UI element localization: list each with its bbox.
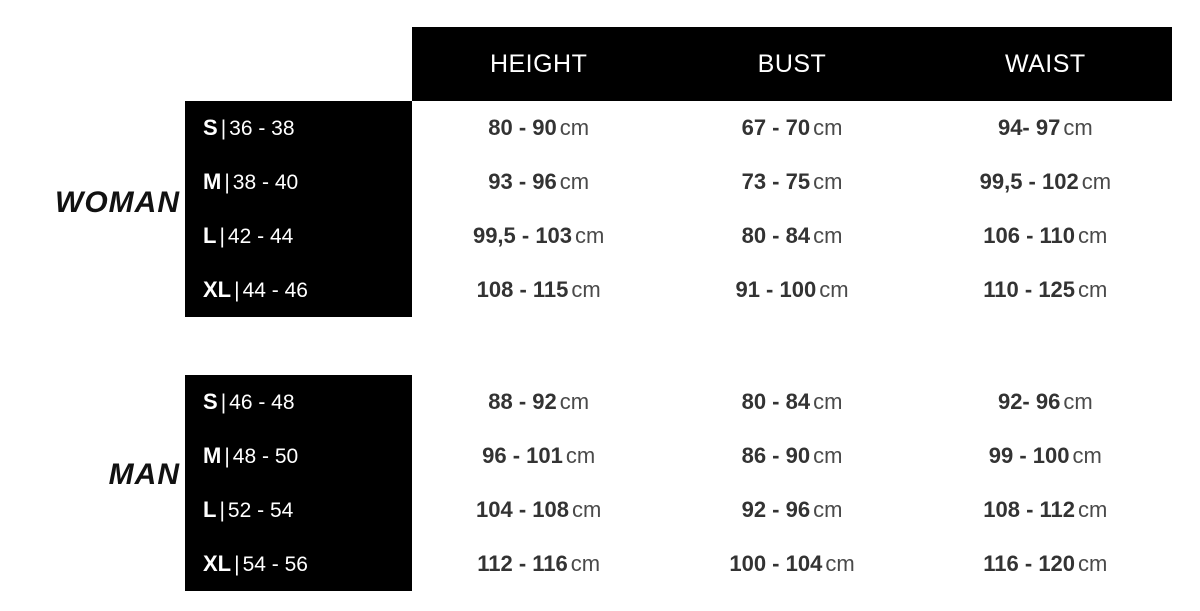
value: 80 - 84	[741, 223, 811, 248]
cell-bust	[665, 223, 918, 249]
unit: cm	[813, 389, 843, 414]
cell-waist	[919, 223, 1172, 249]
size-code: S	[203, 389, 218, 414]
unit: cm	[575, 223, 605, 248]
column-header-waist: WAIST	[1004, 49, 1086, 78]
cell-bust	[665, 497, 918, 523]
size-separator: |	[219, 499, 225, 522]
value: 108 - 115	[476, 277, 569, 302]
cell-height	[412, 443, 665, 469]
unit: cm	[565, 443, 596, 468]
size-eu: 36 - 38	[229, 117, 295, 140]
value: 88 - 92	[488, 389, 557, 414]
size-separator: |	[224, 445, 230, 468]
table-row	[185, 263, 1172, 317]
cell-bust	[665, 277, 918, 303]
unit: cm	[1078, 277, 1108, 302]
cell-waist	[919, 389, 1172, 415]
size-eu: 38 - 40	[232, 171, 299, 194]
cell-waist	[919, 443, 1172, 469]
cell-height	[412, 277, 665, 303]
size-code: L	[203, 223, 217, 248]
cell-waist	[919, 277, 1172, 303]
size-separator: |	[220, 391, 227, 414]
unit: cm	[1081, 169, 1112, 194]
value: 86 - 90	[741, 443, 811, 468]
size-code: M	[203, 443, 222, 468]
cell-height	[412, 551, 665, 577]
table-row	[185, 101, 1172, 155]
value: 73 - 75	[741, 169, 811, 194]
value: 108 - 112	[983, 497, 1076, 522]
cell-height	[412, 115, 665, 141]
column-header-row	[412, 27, 1172, 101]
size-code: XL	[203, 551, 232, 576]
size-code: S	[203, 115, 218, 140]
value: 67 - 70	[741, 115, 811, 140]
unit: cm	[813, 443, 843, 468]
size-eu: 52 - 54	[227, 499, 294, 522]
group-label-woman: WOMAN	[55, 186, 180, 219]
cell-waist	[919, 169, 1172, 195]
value: 93 - 96	[488, 169, 557, 194]
unit: cm	[1063, 115, 1093, 140]
cell-size	[185, 277, 412, 303]
value: 110 - 125	[983, 277, 1076, 302]
unit: cm	[813, 115, 843, 140]
cell-height	[412, 169, 665, 195]
size-eu: 42 - 44	[227, 225, 294, 248]
size-separator: |	[219, 225, 225, 248]
cell-height	[412, 497, 665, 523]
unit: cm	[813, 223, 843, 248]
value: 100 - 104	[729, 551, 823, 576]
unit: cm	[1078, 551, 1108, 576]
cell-bust	[665, 389, 918, 415]
cell-bust	[665, 169, 918, 195]
table-row	[185, 375, 1172, 429]
cell-height	[412, 223, 665, 249]
unit: cm	[1072, 443, 1102, 468]
table-row	[185, 155, 1172, 209]
value: 92 - 96	[741, 497, 811, 522]
size-separator: |	[224, 171, 230, 194]
size-eu: 48 - 50	[232, 445, 299, 468]
cell-bust	[665, 551, 918, 577]
unit: cm	[1078, 223, 1108, 248]
cell-waist	[919, 115, 1172, 141]
cell-size	[185, 389, 412, 415]
cell-bust	[665, 115, 918, 141]
unit: cm	[570, 551, 601, 576]
size-separator: |	[220, 117, 227, 140]
size-code: XL	[203, 277, 232, 302]
value: 104 - 108	[476, 497, 569, 522]
size-code: M	[203, 169, 222, 194]
column-header-height: HEIGHT	[489, 49, 588, 78]
value: 91 - 100	[735, 277, 817, 302]
value: 99,5 - 102	[979, 169, 1079, 194]
unit: cm	[819, 277, 849, 302]
unit: cm	[571, 497, 602, 522]
value: 112 - 116	[477, 551, 568, 576]
value: 80 - 90	[488, 115, 557, 140]
unit: cm	[559, 389, 590, 414]
table-row	[185, 209, 1172, 263]
table-row	[185, 483, 1172, 537]
table-row	[185, 429, 1172, 483]
unit: cm	[813, 169, 843, 194]
size-eu: 54 - 56	[242, 553, 308, 576]
size-separator: |	[234, 553, 240, 576]
value: 96 - 101	[482, 443, 563, 468]
value: 94- 97	[997, 115, 1061, 140]
value: 99 - 100	[988, 443, 1070, 468]
size-code: L	[203, 497, 217, 522]
cell-waist	[919, 551, 1172, 577]
unit: cm	[1078, 497, 1108, 522]
table-row	[185, 537, 1172, 591]
cell-size	[185, 443, 412, 469]
unit: cm	[559, 115, 590, 140]
cell-bust	[665, 443, 918, 469]
value: 106 - 110	[983, 223, 1076, 248]
size-eu: 46 - 48	[229, 391, 295, 414]
unit: cm	[1063, 389, 1093, 414]
size-separator: |	[234, 279, 240, 302]
cell-size	[185, 223, 412, 249]
cell-size	[185, 115, 412, 141]
cell-height	[412, 389, 665, 415]
value: 99,5 - 103	[472, 223, 573, 248]
group-label-man: MAN	[108, 458, 180, 491]
size-eu: 44 - 46	[242, 279, 308, 302]
cell-size	[185, 551, 412, 577]
cell-size	[185, 169, 412, 195]
unit: cm	[559, 169, 590, 194]
value: 116 - 120	[983, 551, 1076, 576]
column-header-bust: BUST	[757, 49, 827, 78]
unit: cm	[825, 551, 855, 576]
cell-waist	[919, 497, 1172, 523]
unit: cm	[571, 277, 601, 302]
value: 92- 96	[997, 389, 1061, 414]
table-body-man	[185, 375, 1172, 591]
unit: cm	[813, 497, 843, 522]
table-body-woman	[185, 101, 1172, 317]
cell-size	[185, 497, 412, 523]
value: 80 - 84	[741, 389, 811, 414]
